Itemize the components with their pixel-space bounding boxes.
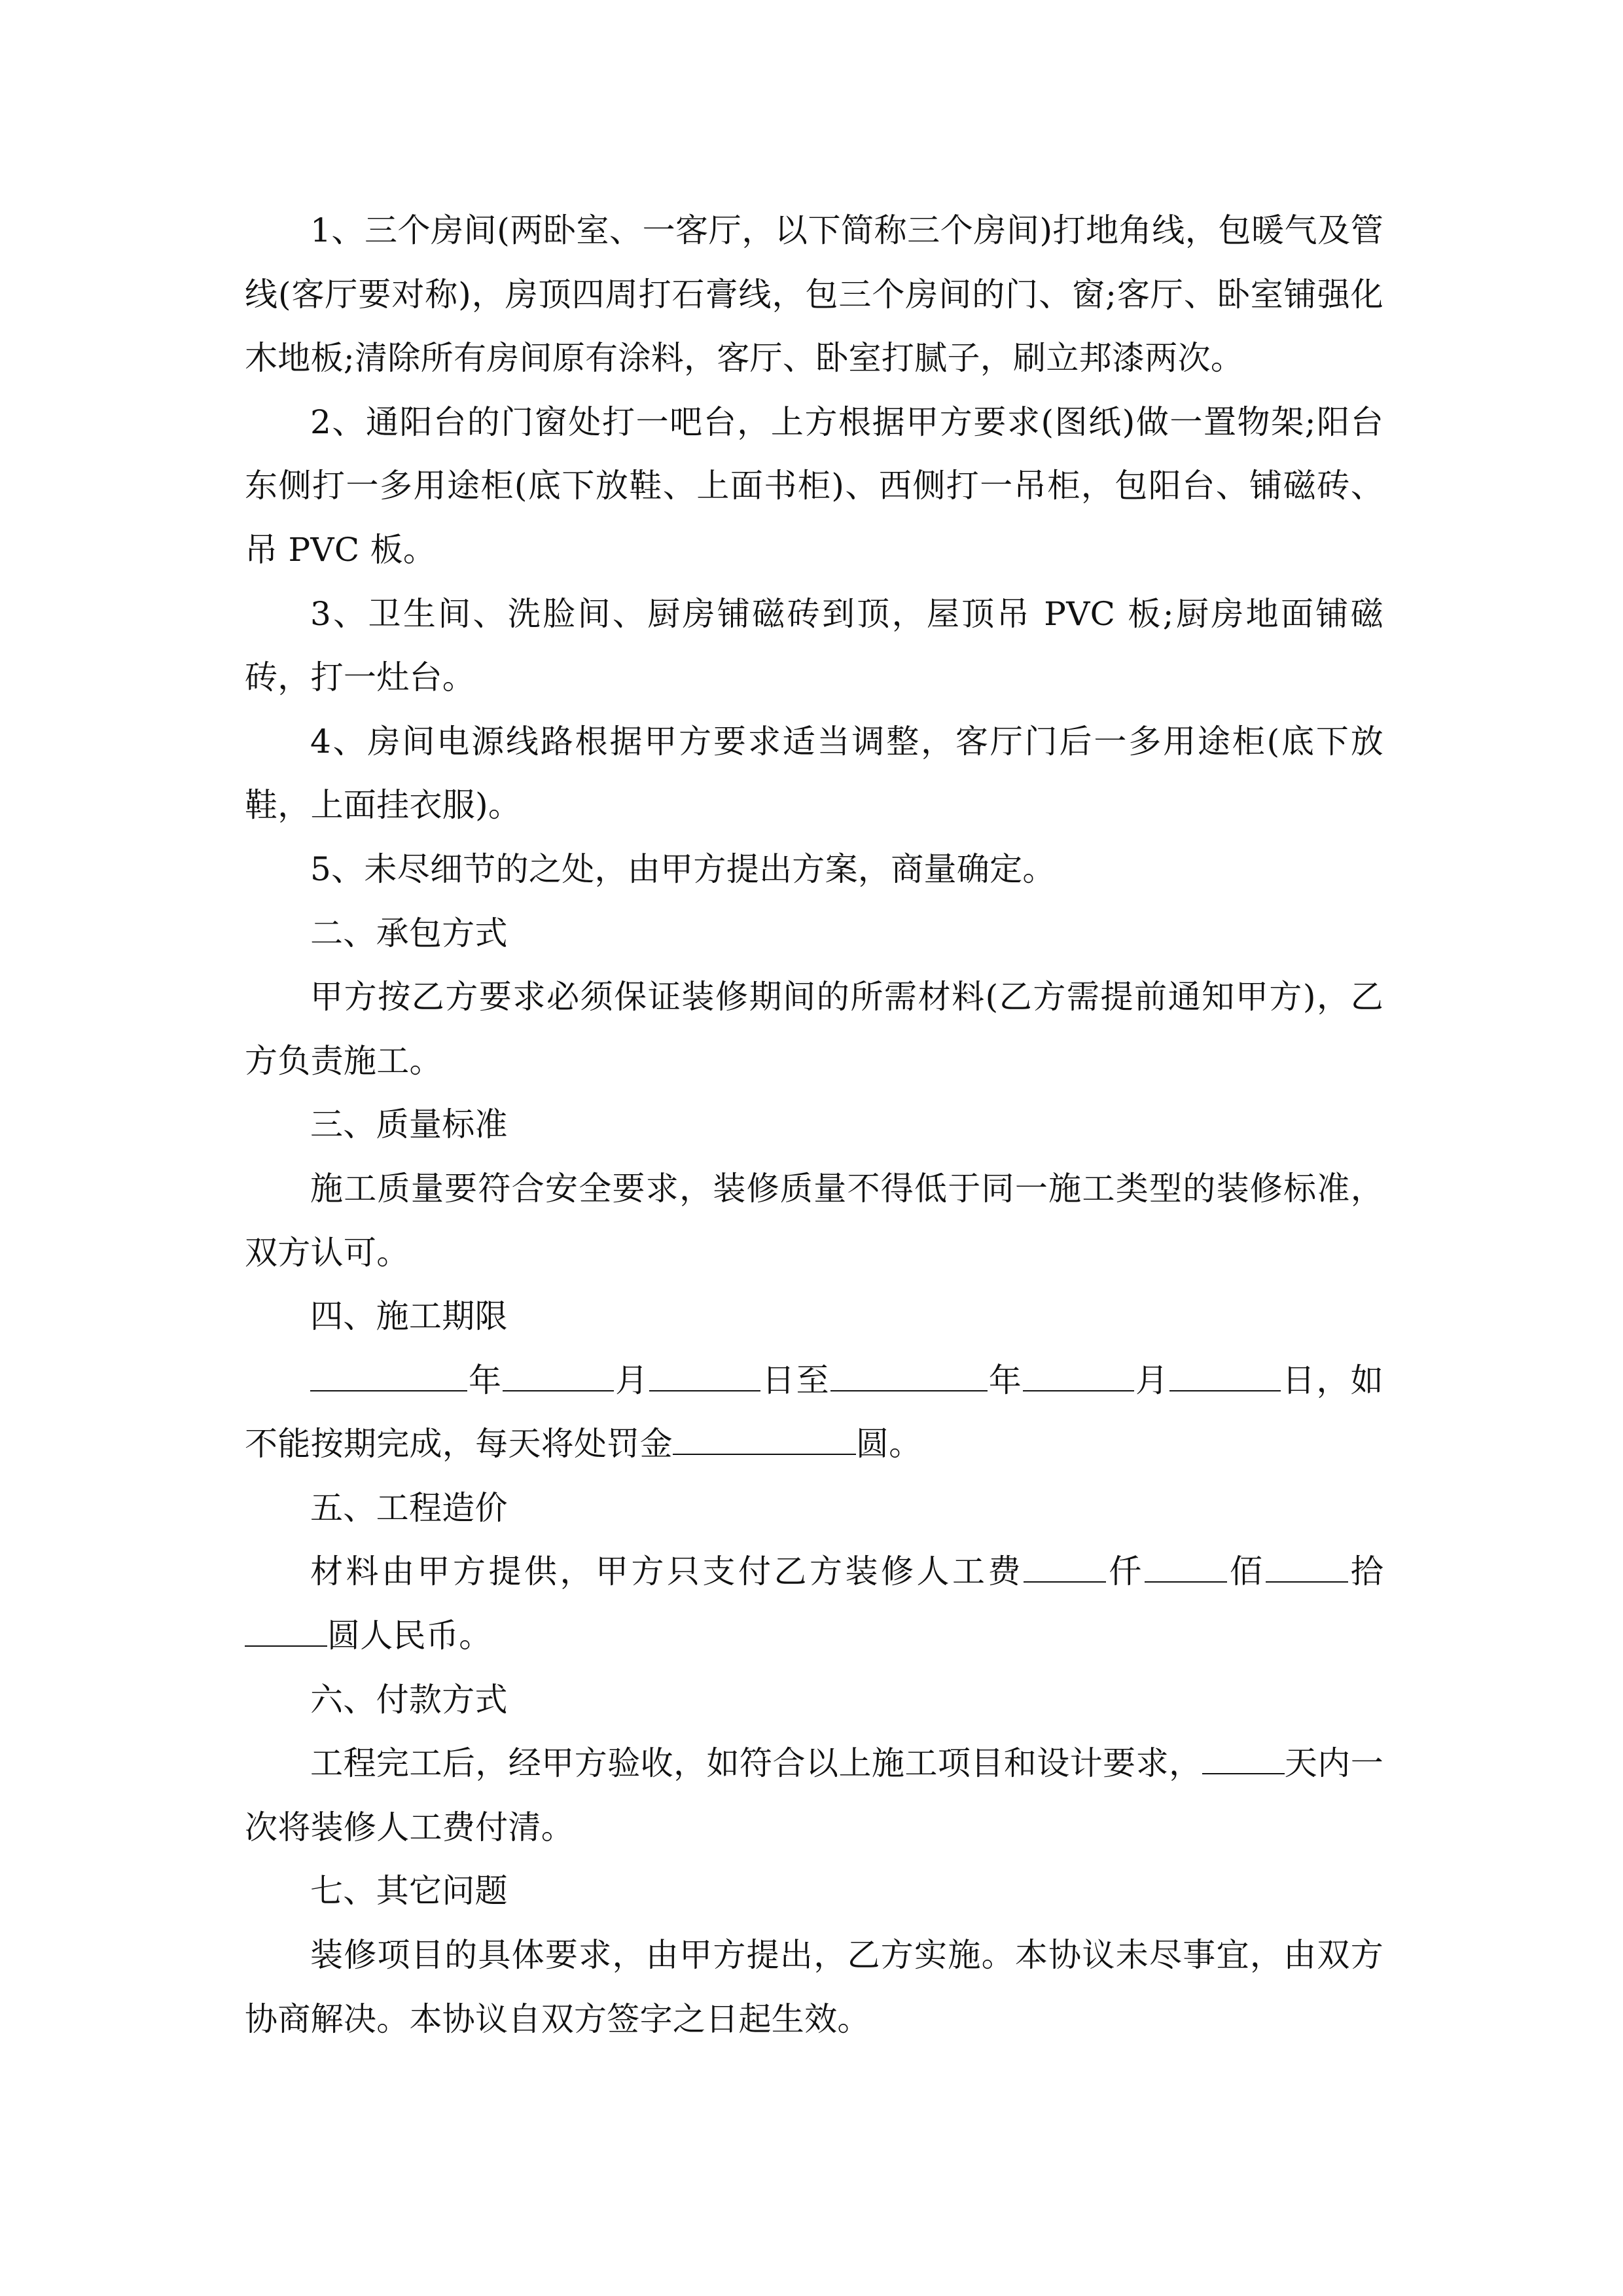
section-3-heading: 三、质量标准 [310,1105,508,1144]
year-label: 年 [467,1361,503,1399]
item-4: 4、房间电源线路根据甲方要求适当调整，客厅门后一多用途柜(底下放鞋，上面挂衣服)。 [245,722,1383,825]
thousands-blank[interactable] [1024,1555,1106,1583]
item-5: 5、未尽细节的之处，由甲方提出方案，商量确定。 [310,850,1056,888]
start-day-blank[interactable] [649,1364,760,1391]
qian-label: 仟 [1106,1552,1145,1591]
payment-text: 工程完工后，经甲方验收，如符合以上施工项目和设计要求， [310,1744,1202,1783]
start-month-blank[interactable] [503,1364,614,1391]
section-4-body [245,1349,1383,1477]
bai-label: 佰 [1226,1552,1266,1591]
section-5-body [245,1540,1383,1668]
item-1: 1、三个房间(两卧室、一客厅，以下简称三个房间)打地角线，包暖气及管线(客厅要对称)，房顶四周打石膏线，包三个房间的门、窗;客厅、卧室铺强化木地板;清除所有房间原有涂料，客厅、卧室打腻子，刷立邦漆两次。 [245,211,1383,378]
item-3: 3、卫生间、洗脸间、厨房铺磁砖到顶，屋顶吊 PVC 板;厨房地面铺磁砖，打一灶台。 [245,594,1383,697]
end-month-blank[interactable] [1023,1364,1134,1391]
section-7-body: 装修项目的具体要求，由甲方提出，乙方实施。本协议未尽事宜，由双方协商解决。本协议自双方签字之日起生效。 [245,1936,1383,2038]
month-label: 月 [614,1361,650,1399]
section-4-heading: 四、施工期限 [310,1297,508,1336]
day-to-label: 日至 [760,1361,830,1399]
tens-blank[interactable] [1266,1555,1348,1583]
shi-label: 拾 [1347,1552,1384,1591]
section-2-body: 甲方按乙方要求必须保证装修期间的所需材料(乙方需提前通知甲方)，乙方负责施工。 [245,978,1383,1080]
currency-label: 圆。 [855,1425,922,1463]
document-body [245,199,1383,2051]
section-6-body [245,1732,1383,1859]
penalty-amount-blank[interactable] [673,1427,856,1455]
section-6-heading: 六、付款方式 [310,1680,508,1719]
units-blank[interactable] [245,1619,327,1647]
section-2-heading: 二、承包方式 [310,914,508,952]
end-day-blank[interactable] [1169,1364,1281,1391]
start-year-blank[interactable] [310,1364,467,1391]
item-2: 2、通阳台的门窗处打一吧台，上方根据甲方要求(图纸)做一置物架;阳台东侧打一多用途柜(底下放鞋、上面书柜)、西侧打一吊柜，包阳台、铺磁砖、吊 PVC 板。 [245,403,1383,569]
section-7-heading: 七、其它问题 [310,1872,508,1910]
section-5-heading: 五、工程造价 [310,1488,508,1527]
end-year-blank[interactable] [830,1364,988,1391]
labor-cost-text: 材料由甲方提供，甲方只支付乙方装修人工费 [310,1552,1024,1591]
hundreds-blank[interactable] [1145,1555,1227,1583]
section-3-body: 施工质量要符合安全要求，装修质量不得低于同一施工类型的装修标准，双方认可。 [245,1169,1383,1272]
penalty-text: 日，如不能按期完成，每天将处罚金 [245,1361,1383,1463]
yuan-label: 圆人民币。 [327,1617,492,1655]
year-label: 年 [987,1361,1024,1399]
payment-text-end: 天内一次将装修人工费付清。 [245,1744,1383,1846]
month-label: 月 [1134,1361,1170,1399]
payment-days-blank[interactable] [1202,1747,1285,1774]
